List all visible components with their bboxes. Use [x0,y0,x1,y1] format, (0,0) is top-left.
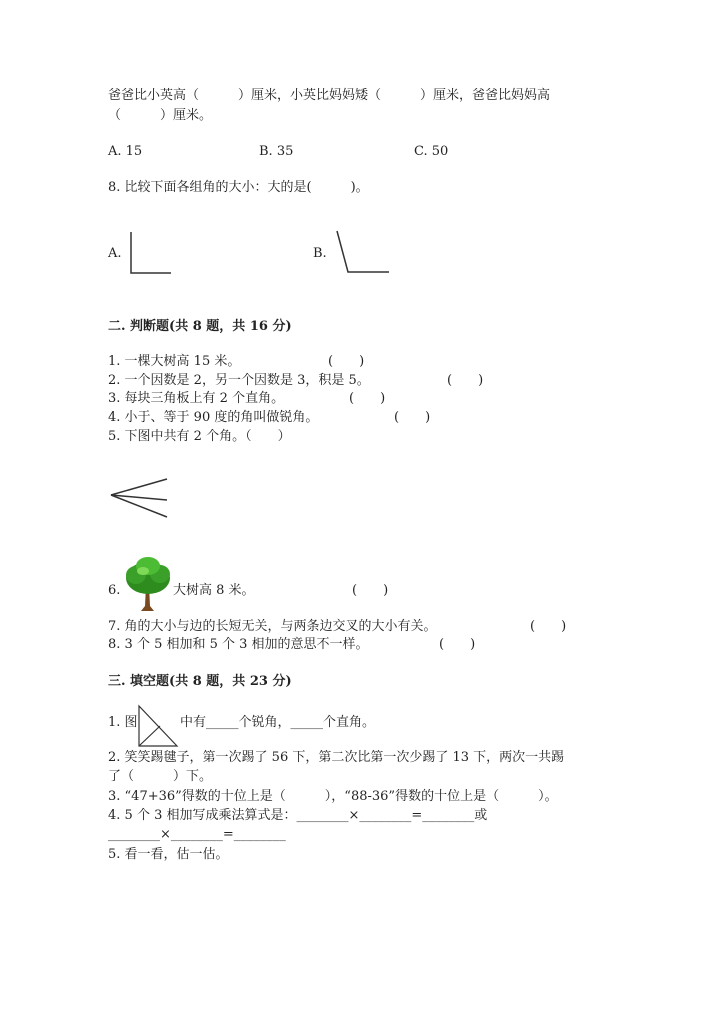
q7-option-a: A. 15 [108,144,143,159]
section2-title: 二. 判断题(共 8 题，共 16 分) [108,319,292,334]
s2-item-4-blank[interactable]: ( ) [394,410,431,425]
q8-stem: 8. 比较下面各组角的大小：大的是( )。 [108,180,369,195]
s2-item-3-blank[interactable]: ( ) [349,391,386,406]
s3-q5: 5. 看一看，估一估。 [108,847,229,862]
q7-line1: 爸爸比小英高（ ）厘米，小英比妈妈矮（ ）厘米，爸爸比妈妈高 [108,88,551,103]
s2-item-8-blank[interactable]: ( ) [439,637,476,652]
s2-item-7: 7. 角的大小与边的长短无关，与两条边交叉的大小有关。 [108,619,437,634]
triangle-figure [0,0,1,1]
q7-option-c: C. 50 [414,144,449,159]
s3-q4-line2: ________×________=________ [108,827,286,842]
s2-item-4: 4. 小于、等于 90 度的角叫做锐角。 [108,410,319,425]
q7-line2: （ ）厘米。 [108,108,213,123]
s3-q4-line1: 4. 5 个 3 相加写成乘法算式是：________×________=________或 [108,808,488,823]
s2-item-6-number: 6. [108,583,121,598]
s3-q2-line2: 了（ ）下。 [108,769,213,784]
q8-option-b-label: B. [313,246,327,261]
s2-item-1: 1. 一棵大树高 15 米。 [108,354,241,369]
q8-option-a-label: A. [108,246,122,261]
s2-item-7-blank[interactable]: ( ) [530,619,567,634]
s2-item-5: 5. 下图中共有 2 个角。（ ） [108,429,291,444]
section3-title: 三. 填空题(共 8 题，共 23 分) [108,674,292,689]
s2-item-3: 3. 每块三角板上有 2 个直角。 [108,391,285,406]
s2-item-2-blank[interactable]: ( ) [447,373,484,388]
s3-q2-line1: 2. 笑笑踢毽子，第一次踢了 56 下，第二次比第一次少踢了 13 下，两次一共踢 [108,750,565,765]
s3-q1-text: 中有_____个锐角，_____个直角。 [180,715,376,730]
q7-option-b: B. 35 [259,144,294,159]
s3-q1-prefix: 1. 图 [108,715,138,730]
s2-item-6: 大树高 8 米。 [173,583,255,598]
s2-item-8: 8. 3 个 5 相加和 5 个 3 相加的意思不一样。 [108,637,369,652]
s2-item-6-blank[interactable]: ( ) [352,583,389,598]
s2-item-2: 2. 一个因数是 2，另一个因数是 3，积是 5。 [108,373,370,388]
s3-q3: 3. “47+36”得数的十位上是（ ），“88-36”得数的十位上是（ ）。 [108,789,558,804]
s2-item-1-blank[interactable]: ( ) [328,354,365,369]
